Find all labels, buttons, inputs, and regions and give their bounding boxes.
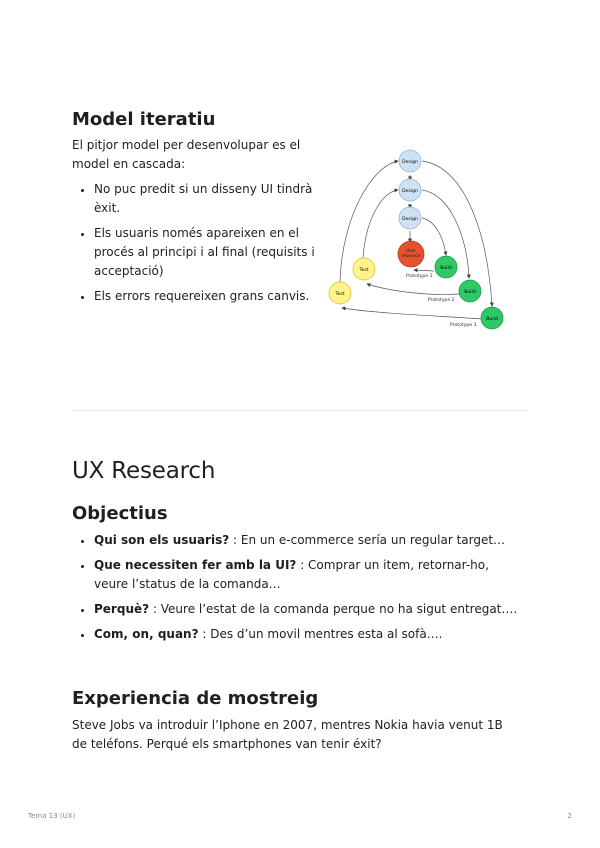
- section-divider: [72, 410, 528, 411]
- build-node: [459, 280, 481, 302]
- build-node: [481, 307, 503, 329]
- objective-question: Qui son els usuaris?: [94, 533, 230, 547]
- svg-text:Build: Build: [464, 290, 476, 295]
- prototype-label: Prototype 2: [428, 298, 455, 303]
- user-research-node: [398, 241, 424, 267]
- test-node: [329, 282, 351, 304]
- test-node: [353, 258, 375, 280]
- list-item: [94, 600, 524, 619]
- objectius-title: Objectius: [72, 503, 168, 524]
- experiencia-title: Experiencia de mostreig: [72, 688, 319, 709]
- objectius-list: [72, 531, 524, 650]
- objective-question: Com, on, quan?: [94, 627, 199, 641]
- objective-answer: : En un e-commerce sería un regular target…: [229, 533, 506, 547]
- prototype-label: Prototype 1: [406, 274, 433, 279]
- design-node: [399, 150, 421, 172]
- list-item: • No puc predit si un disseny UI tindrà èxit.: [94, 180, 316, 218]
- build-node: [435, 256, 457, 278]
- model-bullet-list: [72, 180, 316, 312]
- list-item: • Els usuaris només apareixen en el procés al principi i al final (requisits i acceptació): [94, 224, 316, 281]
- experiencia-text: Steve Jobs va introduir l’Iphone en 2007, mentres Nokia havia venut 1B de teléfons. Perqué els smartphones van tenir éxit?: [72, 718, 503, 751]
- prototype-label: Prototype 3: [450, 323, 477, 328]
- svg-text:Design: Design: [402, 189, 418, 194]
- svg-text:Test: Test: [359, 268, 369, 273]
- ux-research-title: UX Research: [72, 458, 216, 484]
- objective-answer: : Veure l’estat de la comanda perque no ha sigut entregat….: [149, 602, 518, 616]
- objective-question: Perquè?: [94, 602, 150, 616]
- design-node: [399, 179, 421, 201]
- design-node: [399, 207, 421, 229]
- list-item: [94, 531, 524, 550]
- objective-question: Que necessiten fer amb la UI?: [94, 558, 297, 572]
- footer-left: Tema 13 (UX): [28, 812, 76, 820]
- svg-text:research: research: [401, 254, 421, 259]
- model-intro: El pitjor model per desenvolupar es el model en cascada:: [72, 138, 301, 171]
- svg-text:Build: Build: [486, 317, 498, 322]
- svg-text:Test: Test: [335, 292, 345, 297]
- iterative-model-diagram: [322, 146, 512, 336]
- svg-text:User: User: [405, 249, 417, 254]
- objective-answer: : Des d’un movil mentres esta al sofà….: [198, 627, 443, 641]
- svg-text:Design: Design: [402, 217, 418, 222]
- svg-text:Build: Build: [440, 266, 452, 271]
- svg-text:Design: Design: [402, 160, 418, 165]
- page-number: 2: [567, 812, 572, 820]
- list-item: [94, 625, 524, 644]
- list-item: • Els errors requereixen grans canvis.: [94, 287, 316, 306]
- model-section-title: Model iteratiu: [72, 109, 216, 130]
- list-item: [94, 556, 524, 594]
- objective-answer: : Comprar un item, retornar-ho, veure l’status de la comanda…: [94, 558, 489, 591]
